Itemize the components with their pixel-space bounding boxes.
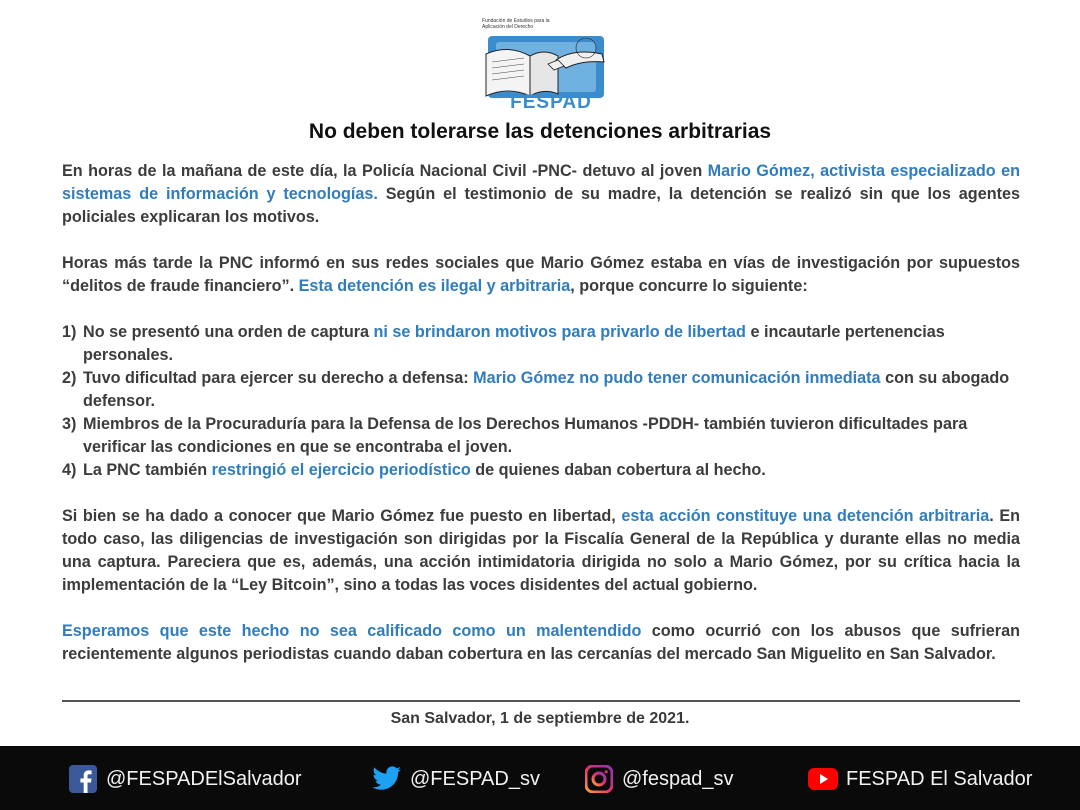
facebook-link[interactable]: @FESPADElSalvador: [68, 763, 302, 795]
dateline: San Salvador, 1 de septiembre de 2021.: [390, 710, 690, 727]
logo-wordmark: FESPAD: [510, 92, 592, 113]
list-item: 3) Miembros de la Procuraduría para la Defensa de los Derechos Humanos -PDDH- también tuvieron dificultades para verificar las condiciones en que se encontraba el joven.: [62, 415, 968, 456]
list-item: 2) Tuvo dificultad para ejercer su derecho a defensa: Mario Gómez no pudo tener comunicación inmediata con su abogado defensor.: [62, 369, 1010, 410]
social-footer: [0, 746, 1080, 810]
paragraph-release: Si bien se ha dado a conocer que Mario Gómez fue puesto en libertad, esta acción constituye una detención arbitraria. En todo caso, las diligencias de investigación son dirigidas por la Fiscalía General de la República y durante ellas no media una captura. Pareciera que es, además, una acción intimidatoria dirigida no solo a Mario Gómez, por su crítica hacia la implementación de la “Ley Bitcoin”, sino a todas las voces disidentes del actual gobierno.: [62, 507, 1021, 594]
document-title: No deben tolerarse las detenciones arbitrarias: [308, 120, 772, 143]
paragraph-closing: Esperamos que este hecho no sea calificado como un malentendido como ocurrió con los abusos que sufrieran recientemente algunos periodistas cuando daban cobertura en las cercanías del mercado San Miguelito en San Salvador.: [62, 622, 1020, 663]
paragraph-intro: En horas de la mañana de este día, la Policía Nacional Civil -PNC- detuvo al joven Mario Gómez, activista especializado en sistemas de información y tecnologías. Según el testimonio de su madre, la detención se realizó sin que los agentes policiales explicaran los motivos.: [62, 162, 1020, 226]
highlight-text: esta acción constituye una detención arbitraria: [621, 507, 990, 525]
youtube-icon: [808, 764, 838, 794]
twitter-link[interactable]: @FESPAD_sv: [372, 763, 540, 795]
highlight-text: Esta detención es ilegal y arbitraria: [298, 277, 571, 295]
paragraph-pnc-report: Horas más tarde la PNC informó en sus redes sociales que Mario Gómez estaba en vías de investigación por supuestos “delitos de fraude financiero”. Esta detención es ilegal y arbitraria, porque concurre lo siguiente:: [62, 254, 1020, 295]
facebook-icon: [68, 764, 98, 794]
logo-caption: Fundación de Estudios para la Aplicación del Derecho: [482, 18, 550, 30]
highlight-text: Esperamos que este hecho no sea calificado como un malentendido: [62, 622, 642, 640]
statement-body: [62, 160, 1020, 666]
youtube-link[interactable]: FESPAD El Salvador: [808, 763, 1032, 795]
instagram-link[interactable]: @fespad_sv: [584, 763, 733, 795]
list-item: 4) La PNC también restringió el ejercicio periodístico de quienes daban cobertura al hecho.: [62, 461, 766, 479]
divider: [62, 700, 1020, 702]
highlight-text: Mario Gómez, activista especializado en sistemas de información y tecnologías.: [62, 162, 1020, 203]
violations-list: [62, 321, 1020, 482]
instagram-icon: [584, 764, 614, 794]
twitter-icon: [372, 764, 402, 794]
list-item: 1) No se presentó una orden de captura ni se brindaron motivos para privarlo de libertad e incautarle pertenencias personales.: [62, 323, 945, 364]
